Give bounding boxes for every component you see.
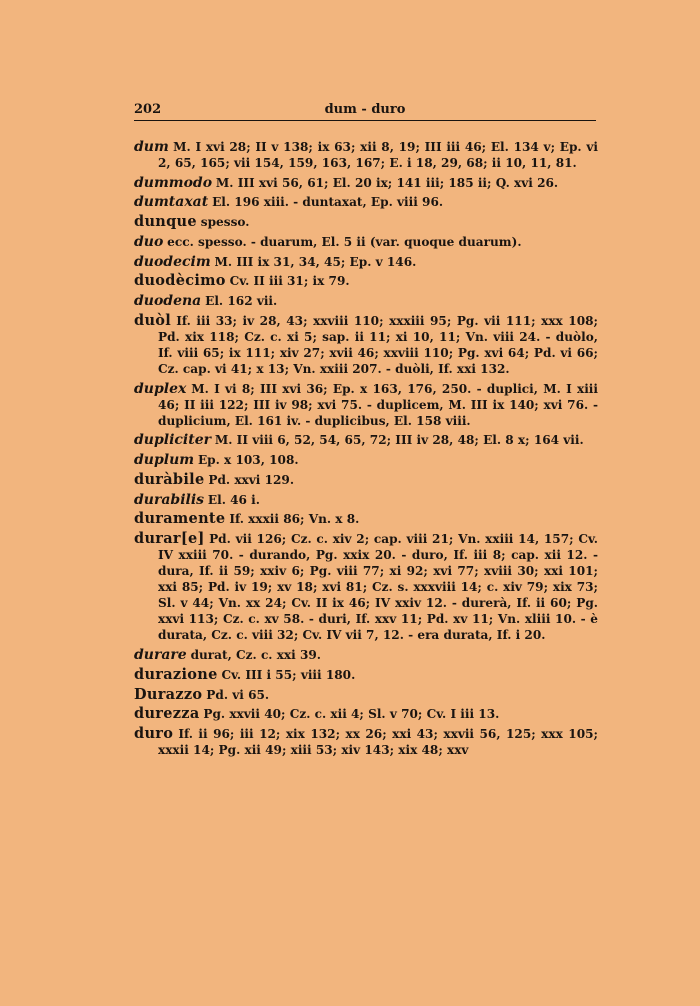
entry-text: El. 196 xiii. - duntaxat, Ep. viii 96. — [212, 195, 444, 210]
entry-text: El. 46 i. — [207, 492, 260, 507]
entry — [134, 214, 598, 230]
headword: durar[e] — [134, 529, 205, 547]
headword: duo — [134, 233, 164, 250]
entry-text: ecc. spesso. - duarum, El. 5 ii (var. quoque duarum). — [167, 234, 522, 249]
entry-text: M. III ix 31, 34, 45; Ep. v 146. — [214, 254, 417, 269]
entry-text: Pd. vii 126; Cz. c. xiv 2; cap. viii 21; Vn. xxiii 14, 157; Cv. IV xxiii 70. - durando, Pg. xxix 20. - duro, If. iii 8; cap. xii 12. - dura, If. ii 59; xxiv 6; Pg. viii 77; xi 92; xvi 77; xviii 30; xxi 101; xxi 85; Pd. iv 19; xv 18; xvi 81; Cz. s. xxxviii 14; c. xiv 79; xix 73; Sl. v 44; Vn. xx 24; Cv. II ix 46; IV xxiv 12. - durerà, If. ii 60; Pg. xxvi 113; Cz. c. xv 58. - duri, If. xxv 11; Pd. xv 11; Vn. xliii 10. - è durata, Cz. c. viii 32; Cv. IV vii 7, 12. - era durata, If. i 20. — [158, 531, 598, 643]
headword: durabilis — [134, 491, 205, 508]
headword: duodecim — [134, 253, 211, 270]
entry — [134, 667, 598, 683]
headword: dummodo — [134, 174, 213, 191]
headword: duòl — [134, 311, 172, 329]
entry — [134, 531, 598, 644]
entry-text: M. I vi 8; III xvi 36; Ep. x 163, 176, 250. - duplici, M. I xiii 46; II iii 122; III iv 98; xvi 75. - duplicem, M. III ix 140; xvi 76. - duplicium, El. 161 iv. - duplicibus, El. 158 viii. — [158, 381, 598, 428]
entry — [134, 472, 598, 488]
headword: dunque — [134, 213, 197, 231]
entry — [134, 687, 598, 703]
entry-text: If. iii 33; iv 28, 43; xxviii 110; xxxiii 95; Pg. vii 111; xxx 108; Pd. xix 118; Cz. c. xi 5; sap. ii 11; xi 10, 11; Vn. viii 24. - duòlo, If. viii 65; ix 111; xiv 27; xvii 46; xxviii 110; Pg. xvi 64; Pd. vi 66; Cz. cap. vi 41; x 13; Vn. xxiii 207. - duòli, If. xxi 132. — [158, 313, 598, 376]
entry — [134, 706, 598, 722]
entry — [134, 273, 598, 289]
entry — [134, 511, 598, 527]
headword: duro — [134, 724, 174, 742]
entry-text: Pd. xxvi 129. — [208, 472, 295, 487]
entry-text: Cv. II iii 31; ix 79. — [229, 274, 350, 289]
entry — [134, 254, 598, 270]
entry-text: Pg. xxvii 40; Cz. c. xii 4; Sl. v 70; Cv. I iii 13. — [203, 707, 500, 722]
entry-text: If. ii 96; iii 12; xix 132; xx 26; xxi 43; xxvii 56, 125; xxx 105; xxxii 14; Pg. xii 49; xiii 53; xiv 143; xix 48; xxv — [158, 726, 598, 757]
headword: durare — [134, 647, 187, 664]
entry-text: M. III xvi 56, 61; El. 20 ix; 141 iii; 185 ii; Q. xvi 26. — [215, 175, 559, 190]
entry — [134, 432, 598, 448]
entry-text: durat, Cz. c. xxi 39. — [190, 648, 321, 663]
headword: durezza — [134, 705, 200, 723]
headword: dum — [134, 139, 169, 155]
running-head: dum - duro — [324, 102, 406, 117]
entry — [134, 234, 598, 250]
headword: dumtaxat — [134, 194, 209, 211]
headword: duràbile — [134, 470, 205, 488]
entry-text: Cv. III i 55; viii 180. — [221, 667, 356, 682]
headword: Durazzo — [134, 685, 203, 703]
entry-text: If. xxxii 86; Vn. x 8. — [229, 512, 360, 527]
headword: duplum — [134, 452, 195, 469]
headword: duodena — [134, 292, 202, 309]
entry-text: spesso. — [200, 215, 250, 230]
entry — [134, 313, 598, 377]
entry — [134, 175, 598, 191]
entry-text: Ep. x 103, 108. — [197, 453, 299, 468]
entry-text: El. 162 vii. — [205, 293, 278, 308]
entry — [134, 194, 598, 210]
entry-text: M. II viii 6, 52, 54, 65, 72; III iv 28, 48; El. 8 x; 164 vii. — [214, 433, 584, 448]
headword: duodècimo — [134, 272, 226, 290]
entry — [134, 492, 598, 508]
entry — [134, 647, 598, 663]
entry-list — [134, 139, 598, 762]
page-number: 202 — [134, 102, 162, 117]
entry — [134, 293, 598, 309]
entry — [134, 726, 598, 758]
entry-text: M. I xvi 28; II v 138; ix 63; xii 8, 19; III iii 46; El. 134 v; Ep. vi 2, 65, 165; vii 154, 159, 163, 167; E. i 18, 29, 68; ii 10, 11, 81. — [158, 140, 598, 171]
headword: dupliciter — [134, 432, 211, 449]
page-header — [134, 100, 596, 121]
headword: durazione — [134, 665, 218, 683]
headword: duramente — [134, 510, 226, 528]
entry — [134, 381, 598, 429]
entry-text: Pd. vi 65. — [206, 687, 270, 702]
entry — [134, 452, 598, 468]
headword: duplex — [134, 380, 187, 397]
entry — [134, 139, 598, 171]
